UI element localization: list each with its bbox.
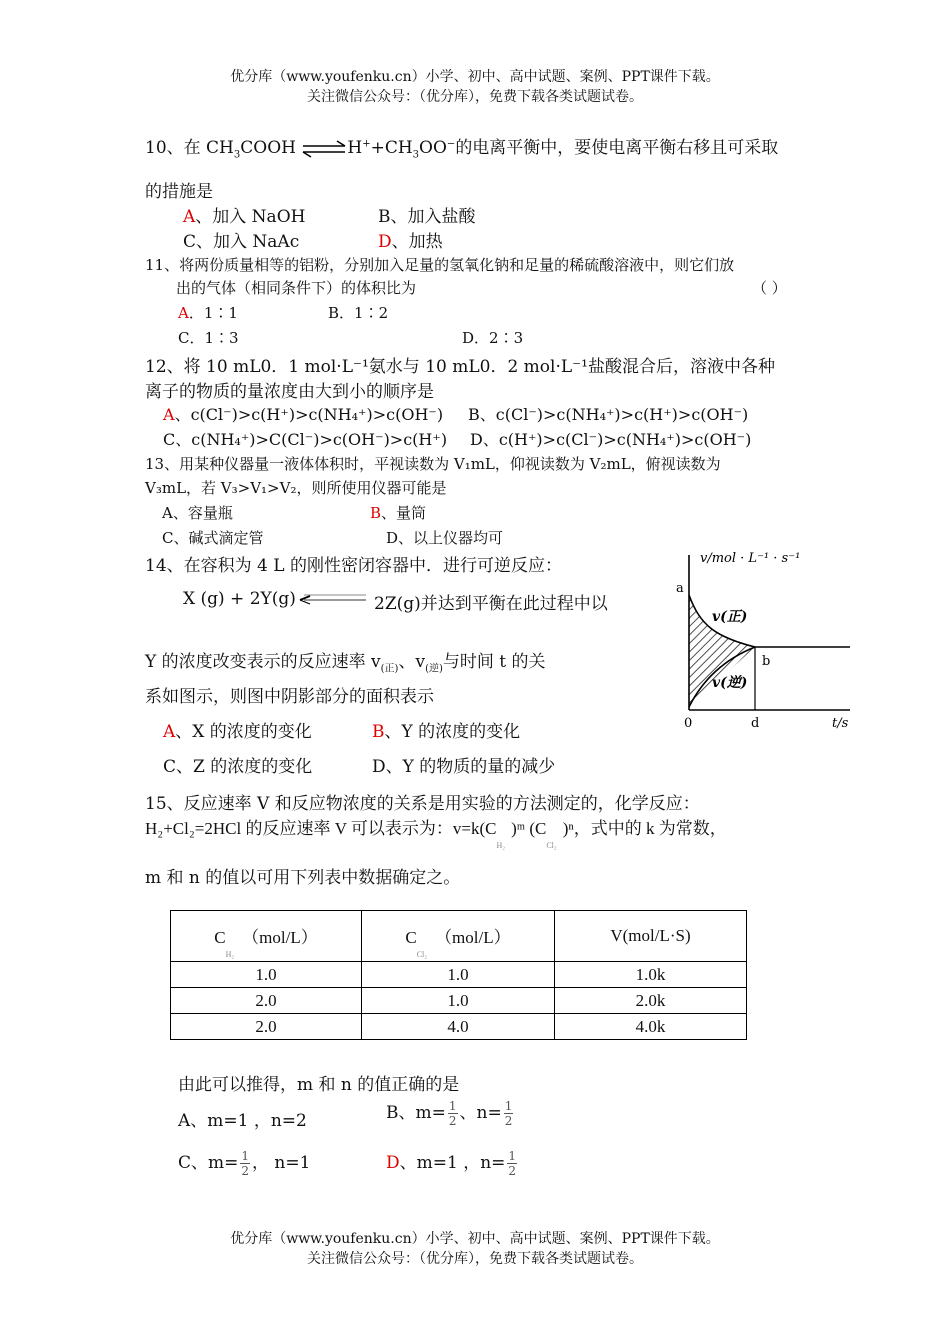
table-cell: 2.0k [555, 988, 747, 1014]
graph-label-b: b [762, 654, 771, 669]
q11-stem-2: 出的气体（相同条件下）的体积比为 [176, 279, 417, 297]
table-cell: 1.0 [362, 962, 555, 988]
header-v: V(mol/L·S) [555, 911, 747, 962]
header-c-h2: $C_{H_2}(mol/L)$ [171, 911, 362, 962]
q14-option-d: D、Y 的物质的量的减少 [372, 757, 556, 777]
table-cell: 4.0k [555, 1014, 747, 1040]
q10-option-a: A、加入 NaOH [183, 207, 306, 227]
q14-option-c: C、Z 的浓度的变化 [163, 757, 313, 777]
table-cell: 2.0 [171, 988, 362, 1014]
q10-option-b: B、加入盐酸 [378, 207, 476, 227]
q13-option-c: C、碱式滴定管 [162, 529, 264, 547]
table-row [171, 1014, 747, 1040]
fraction-half: $\frac{1}{2}$ [508, 1149, 517, 1178]
footer-line-1: 优分库（www.youfenku.cn）小学、初中、高中试题、案例、PPT课件下载。 [230, 1231, 720, 1247]
q13-option-d: D、以上仪器均可 [386, 529, 504, 547]
q12-option-b: B、c(Cl⁻)>c(NH₄⁺)>c(H⁺)>c(OH⁻) [468, 405, 749, 424]
equilibrium-arrow-icon [301, 139, 347, 159]
graph-ylabel: v/mol · L⁻¹ · s⁻¹ [700, 551, 801, 566]
q13-option-b: B、量筒 [370, 504, 427, 522]
q13-option-a: A、容量瓶 [162, 504, 233, 522]
q15-stem-2: H₂+Cl₂=2HCl 的反应速率 V 可以表示为：$v=k(C_{H_2})ᵐ$ $(C_{Cl_2})^n$，式中的 k 为常数， [145, 819, 727, 851]
table-cell: 1.0 [171, 962, 362, 988]
table-row [171, 962, 747, 988]
q12-stem-2: 离子的物质的量浓度由大到小的顺序是 [145, 382, 434, 402]
q12-option-c: C、c(NH₄⁺)>C(Cl⁻)>c(OH⁻)>c(H⁺) [163, 430, 448, 449]
graph-origin: 0 [684, 716, 693, 731]
q11-option-b: B．1∶2 [328, 304, 389, 322]
q11-option-c: C．1∶3 [178, 329, 239, 347]
table-header-row [171, 911, 747, 962]
q13-stem-1: 13、用某种仪器量一液体体积时，平视读数为 V₁mL，仰视读数为 V₂mL，俯视读数为 [145, 455, 721, 473]
rate-time-graph [660, 545, 865, 735]
q14-equation-right: 2Z(g)并达到平衡在此过程中以 [374, 594, 608, 614]
q14-option-b: B、Y 的浓度的变化 [372, 722, 521, 742]
header-line-2: 关注微信公众号：（优分库），免费下载各类试题试卷。 [307, 89, 643, 105]
q15-option-c: C、m= $\frac{1}{2}$ ， n=1 [178, 1149, 311, 1178]
graph-label-d: d [751, 716, 760, 731]
q10-stem-2: 的措施是 [145, 182, 213, 202]
table-cell: 2.0 [171, 1014, 362, 1040]
q14-equation-left: X (g) + 2Y(g) [183, 589, 296, 609]
header-line-1: 优分库（www.youfenku.cn）小学、初中、高中试题、案例、PPT课件下载。 [230, 69, 720, 85]
q15-conclude: 由此可以推得，m 和 n 的值正确的是 [178, 1075, 460, 1095]
q11-option-a: A．1∶1 [178, 304, 238, 322]
graph-rev-label: v(逆) [712, 675, 748, 691]
table-cell: 4.0 [362, 1014, 555, 1040]
reversible-arrow-icon [296, 588, 368, 608]
table-row [171, 988, 747, 1014]
data-table [170, 910, 747, 1040]
q15-stem-1: 15、反应速率 V 和反应物浓度的关系是用实验的方法测定的，化学反应： [145, 794, 700, 814]
q10-stem: 10、在 $CH_3COOH$ $H^++CH_3OO^-$的电离平衡中，要使电离平衡右移且可采取 [145, 138, 779, 161]
q14-option-a: A、X 的浓度的变化 [163, 722, 312, 742]
footer-line-2: 关注微信公众号：（优分库），免费下载各类试题试卷。 [307, 1251, 643, 1267]
table-cell: 1.0 [362, 988, 555, 1014]
q11-stem-1: 11、将两份质量相等的铝粉，分别加入足量的氢氧化钠和足量的稀硫酸溶液中，则它们放 [145, 256, 735, 274]
fraction-half: $\frac{1}{2}$ [448, 1099, 457, 1128]
q12-option-a: A、c(Cl⁻)>c(H⁺)>c(NH₄⁺)>c(OH⁻) [163, 405, 444, 424]
q14-stem-4: 系如图示，则图中阴影部分的面积表示 [145, 687, 434, 707]
header-c-cl2: $C_{Cl_2}(mol/L)$ [362, 911, 555, 962]
q11-option-d: D．2∶3 [462, 329, 524, 347]
q11-answer-paren: （ ） [752, 279, 787, 297]
q15-option-b: B、m= $\frac{1}{2}$ 、n= $\frac{1}{2}$ [386, 1099, 513, 1128]
fraction-half: $\frac{1}{2}$ [504, 1099, 513, 1128]
graph-label-a: a [676, 581, 684, 596]
q12-option-d: D、c(H⁺)>c(Cl⁻)>c(NH₄⁺)>c(OH⁻) [470, 430, 752, 449]
q15-option-d: D、m=1 ，n= $\frac{1}{2}$ [386, 1149, 517, 1178]
fraction-half: $\frac{1}{2}$ [241, 1149, 250, 1178]
q12-stem-1: 12、将 10 mL0．1 mol·L⁻¹氨水与 10 mL0．2 mol·L⁻¹盐酸混合后，溶液中各种 [145, 357, 775, 377]
q15-stem-3: m 和 n 的值以可用下列表中数据确定之。 [145, 868, 461, 888]
graph-fwd-label: v(正) [712, 609, 748, 625]
q10-option-d: D、加热 [378, 232, 443, 252]
q15-option-a: A、m=1 ，n=2 [178, 1111, 307, 1131]
q13-stem-2: V₃mL，若 V₃>V₁>V₂，则所使用仪器可能是 [145, 479, 447, 497]
graph-xlabel: t/s [832, 716, 849, 731]
q14-stem-3: Y 的浓度改变表示的反应速率 $v_{(正)}$、$v_{(逆)}$与时间 t 的关 [145, 652, 546, 675]
q10-option-c: C、加入 NaAc [183, 232, 300, 252]
table-cell: 1.0k [555, 962, 747, 988]
q14-stem-1: 14、在容积为 4 L 的刚性密闭容器中．进行可逆反应： [145, 556, 562, 576]
